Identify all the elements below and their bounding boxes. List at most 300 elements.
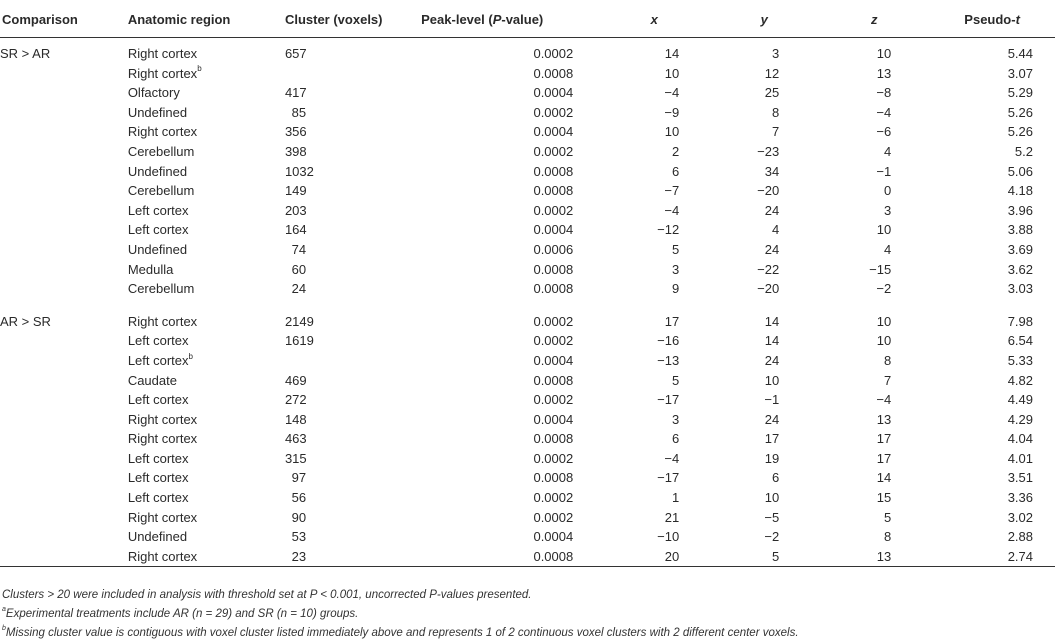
- cell-comparison: [0, 312, 128, 332]
- cell-peak-text: 0.0002: [533, 313, 574, 329]
- cell-y-text: 24: [764, 202, 780, 218]
- cell-z-text: −4: [876, 104, 892, 120]
- cell-peak-text: 0.0002: [533, 143, 574, 159]
- cell-z-text: 13: [876, 548, 892, 564]
- cell-comparison: [0, 468, 128, 488]
- cell-y-text: 34: [764, 163, 780, 179]
- cell-cluster-text: 1619: [284, 333, 314, 349]
- cell-region: [128, 351, 285, 371]
- cell-z-text: −6: [876, 124, 892, 140]
- cell-region-text: Undefined: [127, 163, 188, 179]
- cell-cluster-text: 85: [291, 104, 307, 120]
- cell-peak-text: 0.0002: [533, 450, 574, 466]
- cell-cluster: [285, 64, 421, 84]
- cell-x: [599, 240, 709, 260]
- cell-x: [599, 260, 709, 280]
- cell-pseudo-t: [929, 279, 1055, 299]
- cell-pseudo-t-text: 3.07: [1007, 65, 1033, 81]
- cell-x: [599, 38, 709, 64]
- table-row: [0, 64, 1055, 84]
- cell-peak-text: 0.0004: [533, 352, 574, 368]
- cell-peak: [421, 142, 599, 162]
- cell-y: [709, 122, 819, 142]
- cell-region: [128, 240, 285, 260]
- cell-y-text: −20: [757, 183, 780, 199]
- cell-x: [599, 390, 709, 410]
- cell-peak: [421, 279, 599, 299]
- cell-cluster: [285, 162, 421, 182]
- cell-peak-text: 0.0002: [533, 509, 574, 525]
- cell-peak: [421, 527, 599, 547]
- cell-x: [599, 220, 709, 240]
- cell-z: [819, 468, 929, 488]
- cell-cluster-text: 203: [284, 202, 307, 218]
- cell-pseudo-t-text: 4.29: [1007, 411, 1033, 427]
- cell-pseudo-t: [929, 508, 1055, 528]
- cell-y-text: −23: [757, 143, 780, 159]
- cell-x-text: 17: [664, 313, 680, 329]
- cell-z-text: −1: [876, 163, 892, 179]
- cell-z-text: 17: [876, 431, 892, 447]
- cell-region-text: Undefined: [127, 241, 188, 257]
- cell-pseudo-t-text: 3.88: [1007, 222, 1033, 238]
- cell-peak: [421, 449, 599, 469]
- cell-peak-text: 0.0004: [533, 411, 574, 427]
- cell-comparison: [0, 260, 128, 280]
- cell-cluster: [285, 122, 421, 142]
- table-row: [0, 103, 1055, 123]
- cell-pseudo-t: [929, 181, 1055, 201]
- cell-pseudo-t-text: 2.74: [1007, 548, 1033, 564]
- cell-cluster: [285, 508, 421, 528]
- header-row: [0, 1, 1055, 38]
- cell-comparison: [0, 390, 128, 410]
- cell-region: [128, 331, 285, 351]
- cell-cluster-text: 24: [291, 281, 307, 297]
- cell-peak: [421, 331, 599, 351]
- table-row: [0, 201, 1055, 221]
- cell-pseudo-t-text: 3.51: [1007, 470, 1033, 486]
- cell-peak-text: 0.0002: [533, 490, 574, 506]
- cell-comparison: [0, 83, 128, 103]
- cell-cluster-text: 148: [284, 411, 307, 427]
- table-row: [0, 240, 1055, 260]
- cell-region-text: Right cortex: [127, 431, 198, 447]
- cell-cluster-text: 417: [284, 85, 307, 101]
- cell-comparison: [0, 449, 128, 469]
- cell-cluster: [285, 468, 421, 488]
- cell-x-text: 14: [664, 46, 680, 61]
- cell-pseudo-t: [929, 547, 1055, 567]
- cell-cluster-text: 398: [284, 143, 307, 159]
- cell-x: [599, 279, 709, 299]
- cell-y: [709, 162, 819, 182]
- table-row: [0, 279, 1055, 299]
- cell-y-text: 8: [772, 104, 780, 120]
- cell-y: [709, 527, 819, 547]
- table-row: [0, 527, 1055, 547]
- cell-pseudo-t: [929, 162, 1055, 182]
- cell-y: [709, 103, 819, 123]
- cell-cluster: [285, 83, 421, 103]
- cell-pseudo-t-text: 4.01: [1007, 450, 1033, 466]
- cell-pseudo-t: [929, 429, 1055, 449]
- cell-x: [599, 201, 709, 221]
- cell-cluster-text: 90: [291, 509, 307, 525]
- cell-region: [128, 38, 285, 64]
- cell-pseudo-t-text: 4.82: [1007, 372, 1033, 388]
- cell-cluster: [285, 351, 421, 371]
- table-row: [0, 38, 1055, 64]
- cell-y: [709, 142, 819, 162]
- cell-region-text: Cerebellum: [127, 143, 195, 159]
- cell-pseudo-t-text: 5.26: [1007, 124, 1033, 140]
- cell-y: [709, 429, 819, 449]
- cell-peak: [421, 260, 599, 280]
- cell-y: [709, 547, 819, 567]
- cell-region: [128, 390, 285, 410]
- cell-region-text: Left cortex: [127, 450, 189, 466]
- cell-peak-text: 0.0002: [533, 333, 574, 349]
- cell-comparison: [0, 240, 128, 260]
- cell-region: [128, 527, 285, 547]
- cell-x: [599, 527, 709, 547]
- cell-region-text: Undefined: [127, 529, 188, 545]
- cell-z: [819, 449, 929, 469]
- cell-x-text: 10: [664, 124, 680, 140]
- cell-cluster-text: 469: [284, 372, 307, 388]
- cell-peak: [421, 181, 599, 201]
- cell-peak-text: 0.0008: [533, 65, 574, 81]
- cell-region-text: Right cortex: [127, 509, 198, 525]
- cell-region: [128, 103, 285, 123]
- table-footnotes: [2, 586, 799, 643]
- cell-cluster-text: 60: [291, 261, 307, 277]
- cell-y-text: −22: [757, 261, 780, 277]
- cell-z: [819, 38, 929, 64]
- cell-x: [599, 103, 709, 123]
- cell-region: [128, 220, 285, 240]
- cell-pseudo-t-text: 5.33: [1007, 352, 1033, 368]
- cell-peak-text: 0.0004: [533, 529, 574, 545]
- cell-x-text: −4: [664, 450, 680, 466]
- cell-cluster: [285, 547, 421, 567]
- cell-cluster: [285, 410, 421, 430]
- cell-region: [128, 488, 285, 508]
- cell-cluster-text: 2149: [284, 313, 314, 329]
- table-row: [0, 220, 1055, 240]
- cell-comparison: [0, 220, 128, 240]
- cell-y-text: 17: [764, 431, 780, 447]
- cell-y: [709, 410, 819, 430]
- cell-x: [599, 181, 709, 201]
- cell-cluster: [285, 312, 421, 332]
- cell-y: [709, 488, 819, 508]
- cell-peak-text: 0.0008: [533, 431, 574, 447]
- cell-peak: [421, 122, 599, 142]
- cell-comparison: [0, 547, 128, 567]
- cell-cluster-text: 356: [284, 124, 307, 140]
- cell-cluster-text: 164: [284, 222, 307, 238]
- cell-cluster: [285, 429, 421, 449]
- cell-pseudo-t: [929, 83, 1055, 103]
- cell-x-text: 6: [672, 163, 680, 179]
- cell-y-text: 12: [764, 65, 780, 81]
- cell-peak: [421, 410, 599, 430]
- cell-peak: [421, 371, 599, 391]
- cell-z: [819, 508, 929, 528]
- cell-cluster: [285, 103, 421, 123]
- cell-region: [128, 201, 285, 221]
- cell-y-text: 7: [772, 124, 780, 140]
- cell-pseudo-t-text: 3.36: [1007, 490, 1033, 506]
- cell-pseudo-t-text: 3.69: [1007, 241, 1033, 257]
- cell-pseudo-t: [929, 410, 1055, 430]
- cell-pseudo-t-text: 4.18: [1007, 183, 1033, 199]
- cell-x-text: −10: [657, 529, 680, 545]
- cell-cluster: [285, 260, 421, 280]
- cell-pseudo-t: [929, 371, 1055, 391]
- cell-z: [819, 429, 929, 449]
- cell-region-text: Cerebellum: [127, 281, 195, 297]
- table-row: [0, 260, 1055, 280]
- cell-x: [599, 142, 709, 162]
- cell-z: [819, 279, 929, 299]
- cell-comparison: [0, 142, 128, 162]
- cell-peak-text: 0.0008: [533, 548, 574, 564]
- cell-peak-text: 0.0004: [533, 124, 574, 140]
- cell-region: [128, 279, 285, 299]
- cell-y: [709, 508, 819, 528]
- cell-x: [599, 488, 709, 508]
- cell-comparison: [0, 162, 128, 182]
- cell-y-text: 24: [764, 411, 780, 427]
- cell-y: [709, 312, 819, 332]
- cell-x: [599, 371, 709, 391]
- cell-z: [819, 410, 929, 430]
- cell-peak: [421, 220, 599, 240]
- cell-y: [709, 220, 819, 240]
- cell-pseudo-t-text: 5.26: [1007, 104, 1033, 120]
- cell-pseudo-t: [929, 122, 1055, 142]
- cell-y: [709, 331, 819, 351]
- header-x: x: [599, 1, 709, 38]
- cell-peak-text: 0.0008: [533, 183, 574, 199]
- cell-z-text: 8: [884, 529, 892, 545]
- cell-comparison-text: SR > AR: [0, 46, 51, 61]
- cell-y-text: 3: [772, 46, 780, 61]
- cell-z: [819, 351, 929, 371]
- cell-z-text: −4: [876, 392, 892, 408]
- cell-peak: [421, 488, 599, 508]
- cell-region-text: Left cortex: [127, 333, 189, 349]
- header-comparison: Comparison: [0, 1, 128, 38]
- cell-x-text: −13: [657, 352, 680, 368]
- cell-z: [819, 527, 929, 547]
- cell-y-text: 4: [772, 222, 780, 238]
- cell-y-text: 19: [764, 450, 780, 466]
- cell-region-text: Left cortex: [127, 352, 189, 368]
- table-row: [0, 371, 1055, 391]
- cell-region-text: Right cortex: [127, 313, 198, 329]
- cell-z-text: 10: [876, 313, 892, 329]
- cell-pseudo-t-text: 3.02: [1007, 509, 1033, 525]
- cell-y-text: 24: [764, 241, 780, 257]
- cell-peak: [421, 429, 599, 449]
- cell-z-text: 17: [876, 450, 892, 466]
- cell-pseudo-t: [929, 468, 1055, 488]
- header-cluster: Cluster (voxels): [285, 1, 421, 38]
- cell-x-text: 10: [664, 65, 680, 81]
- cell-x-text: 6: [672, 431, 680, 447]
- cell-comparison: [0, 331, 128, 351]
- cell-region: [128, 449, 285, 469]
- table-row: [0, 351, 1055, 371]
- cell-region-text: Right cortex: [127, 411, 198, 427]
- footnote-marker: b: [188, 351, 193, 361]
- cell-region: [128, 83, 285, 103]
- cell-x: [599, 162, 709, 182]
- cell-x-text: 5: [672, 241, 680, 257]
- cell-y: [709, 201, 819, 221]
- cell-y: [709, 449, 819, 469]
- cell-region-text: Left cortex: [127, 490, 189, 506]
- cell-region-text: Caudate: [127, 372, 177, 388]
- cell-region-text: Right cortex: [127, 124, 198, 140]
- cell-pseudo-t-text: 4.04: [1007, 431, 1033, 447]
- cell-region-text: Undefined: [127, 104, 188, 120]
- cell-x-text: 3: [672, 411, 680, 427]
- cell-z: [819, 220, 929, 240]
- cell-peak-text: 0.0008: [533, 163, 574, 179]
- cell-peak: [421, 390, 599, 410]
- cell-peak-text: 0.0002: [533, 392, 574, 408]
- cell-pseudo-t: [929, 38, 1055, 64]
- cell-x: [599, 449, 709, 469]
- cell-peak-text: 0.0008: [533, 470, 574, 486]
- cell-pseudo-t: [929, 142, 1055, 162]
- cell-cluster-text: 149: [284, 183, 307, 199]
- cell-y-text: 10: [764, 372, 780, 388]
- cell-peak-text: 0.0004: [533, 222, 574, 238]
- table-row: [0, 488, 1055, 508]
- cell-z-text: −2: [876, 281, 892, 297]
- cell-pseudo-t: [929, 527, 1055, 547]
- cell-y: [709, 64, 819, 84]
- cell-x-text: −16: [657, 333, 680, 349]
- cell-region: [128, 508, 285, 528]
- cell-comparison: [0, 38, 128, 64]
- cell-pseudo-t: [929, 351, 1055, 371]
- table-row: [0, 429, 1055, 449]
- cell-comparison: [0, 64, 128, 84]
- cell-y: [709, 38, 819, 64]
- cell-peak: [421, 38, 599, 64]
- cell-pseudo-t: [929, 331, 1055, 351]
- cell-peak: [421, 83, 599, 103]
- cell-y: [709, 279, 819, 299]
- cell-comparison: [0, 508, 128, 528]
- cell-x: [599, 547, 709, 567]
- cell-x-text: −4: [664, 202, 680, 218]
- cell-cluster: [285, 527, 421, 547]
- cell-z-text: 4: [884, 143, 892, 159]
- cell-y: [709, 390, 819, 410]
- cell-comparison: [0, 279, 128, 299]
- cell-pseudo-t: [929, 390, 1055, 410]
- cell-pseudo-t-text: 6.54: [1007, 333, 1033, 349]
- cell-region-text: Left cortex: [127, 202, 189, 218]
- cell-x-text: 2: [672, 143, 680, 159]
- cell-cluster-text: 315: [284, 450, 307, 466]
- cell-z-text: 13: [876, 65, 892, 81]
- cell-y-text: 14: [764, 313, 780, 329]
- cell-region: [128, 162, 285, 182]
- cell-z-text: 13: [876, 411, 892, 427]
- cell-cluster-text: 272: [284, 392, 307, 408]
- cell-cluster-text: 97: [291, 470, 307, 486]
- header-y: y: [709, 1, 819, 38]
- cell-cluster: [285, 181, 421, 201]
- cell-z-text: 8: [884, 352, 892, 368]
- cell-y-text: −20: [757, 281, 780, 297]
- cell-region: [128, 142, 285, 162]
- cell-region-text: Medulla: [127, 261, 174, 277]
- table-row: [0, 142, 1055, 162]
- cell-x: [599, 64, 709, 84]
- cell-pseudo-t-text: 2.88: [1007, 529, 1033, 545]
- cell-cluster: [285, 142, 421, 162]
- cell-cluster: [285, 449, 421, 469]
- footnote-marker: b: [197, 64, 202, 74]
- cell-cluster-text: 23: [291, 548, 307, 564]
- cell-y-text: −5: [764, 509, 780, 525]
- cell-pseudo-t-text: 3.62: [1007, 261, 1033, 277]
- cell-peak: [421, 162, 599, 182]
- cell-peak-text: 0.0002: [533, 104, 574, 120]
- cell-pseudo-t-text: 3.96: [1007, 202, 1033, 218]
- cell-z-text: 7: [884, 372, 892, 388]
- cell-y-text: −1: [764, 392, 780, 408]
- cell-x: [599, 83, 709, 103]
- table-row: [0, 331, 1055, 351]
- cell-y-text: 25: [764, 85, 780, 101]
- cell-pseudo-t: [929, 260, 1055, 280]
- cell-z: [819, 260, 929, 280]
- cell-z-text: 10: [876, 222, 892, 238]
- cell-z: [819, 181, 929, 201]
- cell-z-text: 14: [876, 470, 892, 486]
- cell-region-text: Left cortex: [127, 222, 189, 238]
- cell-x-text: −17: [657, 470, 680, 486]
- cell-peak: [421, 64, 599, 84]
- cell-z: [819, 83, 929, 103]
- cell-y-text: 24: [764, 352, 780, 368]
- cell-x-text: −7: [664, 183, 680, 199]
- cell-x: [599, 468, 709, 488]
- cell-region-text: Cerebellum: [127, 183, 195, 199]
- cell-peak-text: 0.0006: [533, 241, 574, 257]
- cell-x: [599, 351, 709, 371]
- cell-x: [599, 410, 709, 430]
- table-row: [0, 508, 1055, 528]
- cell-x-text: 5: [672, 372, 680, 388]
- cell-z: [819, 371, 929, 391]
- cell-x-text: −17: [657, 392, 680, 408]
- cell-region-text: Right cortex: [127, 548, 198, 564]
- cell-z: [819, 162, 929, 182]
- cell-y: [709, 371, 819, 391]
